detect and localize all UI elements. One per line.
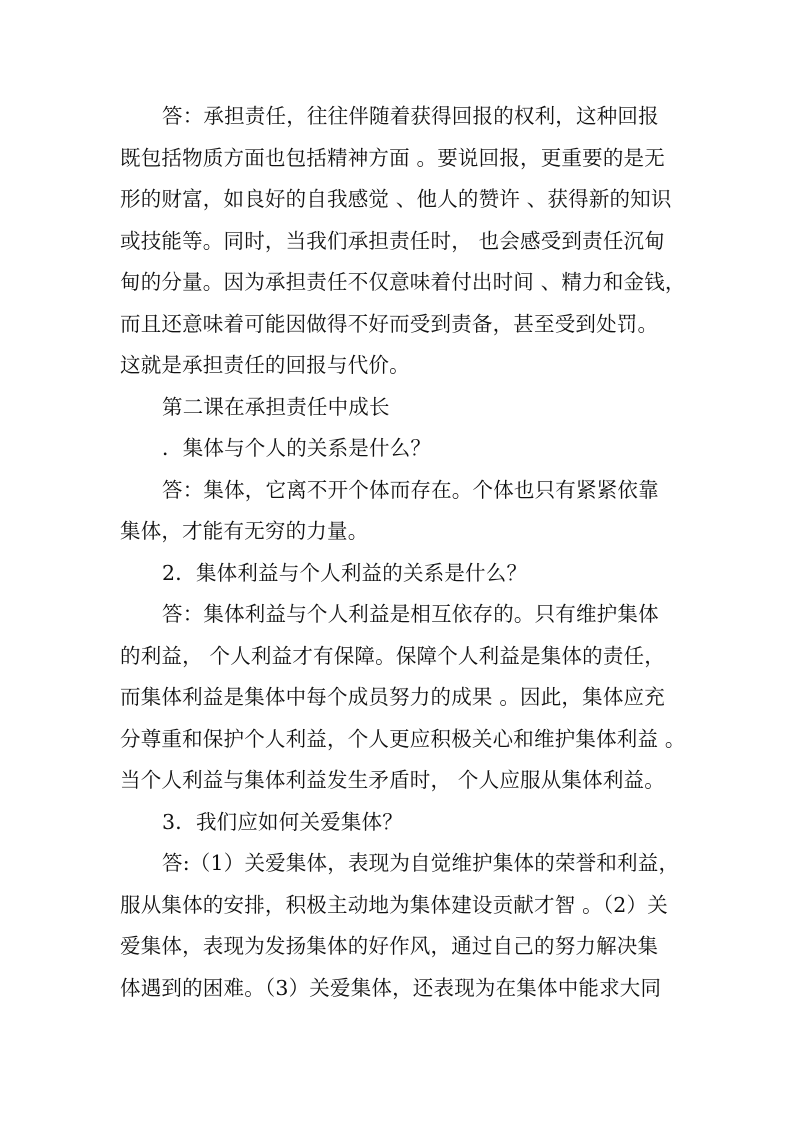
question-line: 2．集体利益与个人利益的关系是什么？ xyxy=(162,560,528,585)
text-line: 服从集体的安排，积极主动地为集体建设贡献才智 。（2）关 xyxy=(120,892,668,917)
answer-line: 答:（1）关爱集体，表现为自觉维护集体的荣誉和利益， xyxy=(162,851,680,875)
text-line: 而且还意味着可能因做得不好而受到责备，甚至受到处罚。 xyxy=(120,311,659,336)
section-heading: 第二课在承担责任中成长 xyxy=(162,394,390,419)
text-line: 体遇到的困难。（3）关爱集体，还表现为在集体中能求大同 xyxy=(120,975,662,1000)
text-line: 集体，才能有无穷的力量。 xyxy=(120,519,369,543)
answer-line: 答：集体，它离不开个体而存在。个体也只有紧紧依靠 xyxy=(162,477,659,502)
question-line: ．集体与个人的关系是什么？ xyxy=(162,436,432,460)
text-line: 分尊重和保护个人利益，个人更应积极关心和维护集体利益 。 xyxy=(120,726,686,751)
text-line: 当个人利益与集体利益发生矛盾时， 个人应服从集体利益。 xyxy=(120,768,665,792)
text-line: 甸的分量。因为承担责任不仅意味着付出时间 、精力和金钱， xyxy=(120,270,686,294)
text-line: 的利益， 个人利益才有保障。保障个人利益是集体的责任， xyxy=(120,643,665,668)
text-line: 形的财富，如良好的自我感觉 、他人的赞许 、获得新的知识 xyxy=(120,187,672,211)
text-line: 这就是承担责任的回报与代价。 xyxy=(120,353,410,377)
text-line: 既包括物质方面也包括精神方面 。要说回报，更重要的是无 xyxy=(120,145,665,170)
text-line: 而集体利益是集体中每个成员努力的成果 。因此，集体应充 xyxy=(120,685,665,709)
text-line: 或技能等。同时，当我们承担责任时， 也会感受到责任沉甸 xyxy=(120,228,665,253)
document-body xyxy=(120,96,690,1009)
text-line: 答：承担责任，往往伴随着获得回报的权利，这种回报 xyxy=(162,104,659,128)
answer-line: 答：集体利益与个人利益是相互依存的。只有维护集体 xyxy=(162,602,659,626)
question-line: 3．我们应如何关爱集体？ xyxy=(162,809,403,834)
text-line: 爱集体，表现为发扬集体的好作风，通过自己的努力解决集 xyxy=(120,934,659,958)
